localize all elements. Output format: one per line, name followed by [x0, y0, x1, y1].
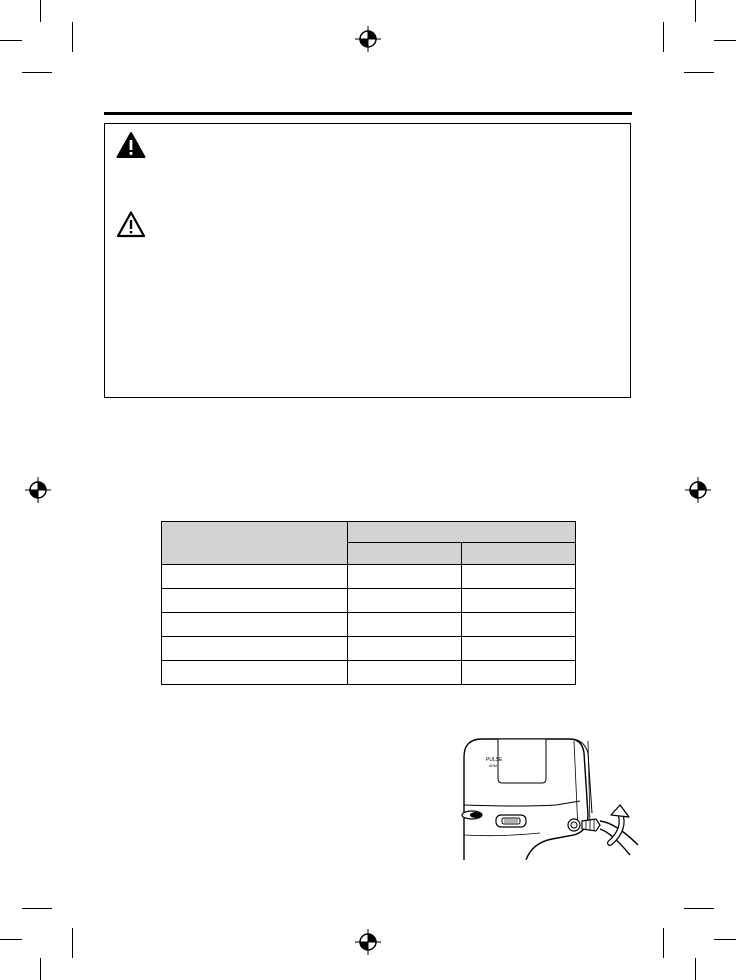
crop-mark: [40, 0, 41, 22]
table-cell: [462, 565, 576, 589]
device-connector-illustration: [460, 735, 640, 860]
table-row: [162, 565, 576, 589]
crop-mark: [663, 928, 664, 958]
crop-mark: [40, 958, 41, 980]
table-cell: [162, 613, 348, 637]
crop-mark: [22, 908, 52, 909]
table-cell: [348, 613, 462, 637]
crop-mark: [684, 908, 714, 909]
table-header-cell: [162, 522, 348, 565]
table-subheader-cell: [348, 543, 462, 565]
table-row: [162, 613, 576, 637]
registration-mark-icon: [355, 929, 381, 955]
table-cell: [348, 637, 462, 661]
table-cell: [162, 565, 348, 589]
table-cell: [462, 661, 576, 685]
crop-mark: [695, 958, 696, 980]
table-cell: [162, 661, 348, 685]
table-row: [162, 637, 576, 661]
table-cell: [162, 637, 348, 661]
header-rule: [104, 112, 632, 115]
crop-mark: [714, 939, 736, 940]
crop-mark: [72, 928, 73, 958]
warning-box: [104, 123, 631, 398]
crop-mark: [0, 939, 22, 940]
table-cell: [348, 589, 462, 613]
table-cell: [162, 589, 348, 613]
crop-mark: [695, 0, 696, 22]
table-cell: [348, 661, 462, 685]
table-row: [162, 589, 576, 613]
warning-filled-icon: [116, 131, 146, 159]
table-row: [162, 661, 576, 685]
data-table: [161, 521, 576, 685]
crop-mark: [684, 72, 714, 73]
table-cell: [462, 613, 576, 637]
crop-mark: [0, 40, 22, 41]
registration-mark-icon: [25, 477, 51, 503]
crop-mark: [663, 22, 664, 52]
table-cell: [348, 565, 462, 589]
registration-mark-icon: [355, 26, 381, 52]
warning-outline-icon: [116, 210, 146, 238]
table-header-cell: [348, 522, 576, 543]
crop-mark: [72, 22, 73, 52]
table-cell: [462, 589, 576, 613]
table-subheader-cell: [462, 543, 576, 565]
device-sublabel: ARM: [489, 764, 497, 768]
crop-mark: [22, 72, 52, 73]
table-cell: [462, 637, 576, 661]
device-label: PULSE: [486, 757, 503, 763]
crop-mark: [714, 40, 736, 41]
registration-mark-icon: [685, 477, 711, 503]
